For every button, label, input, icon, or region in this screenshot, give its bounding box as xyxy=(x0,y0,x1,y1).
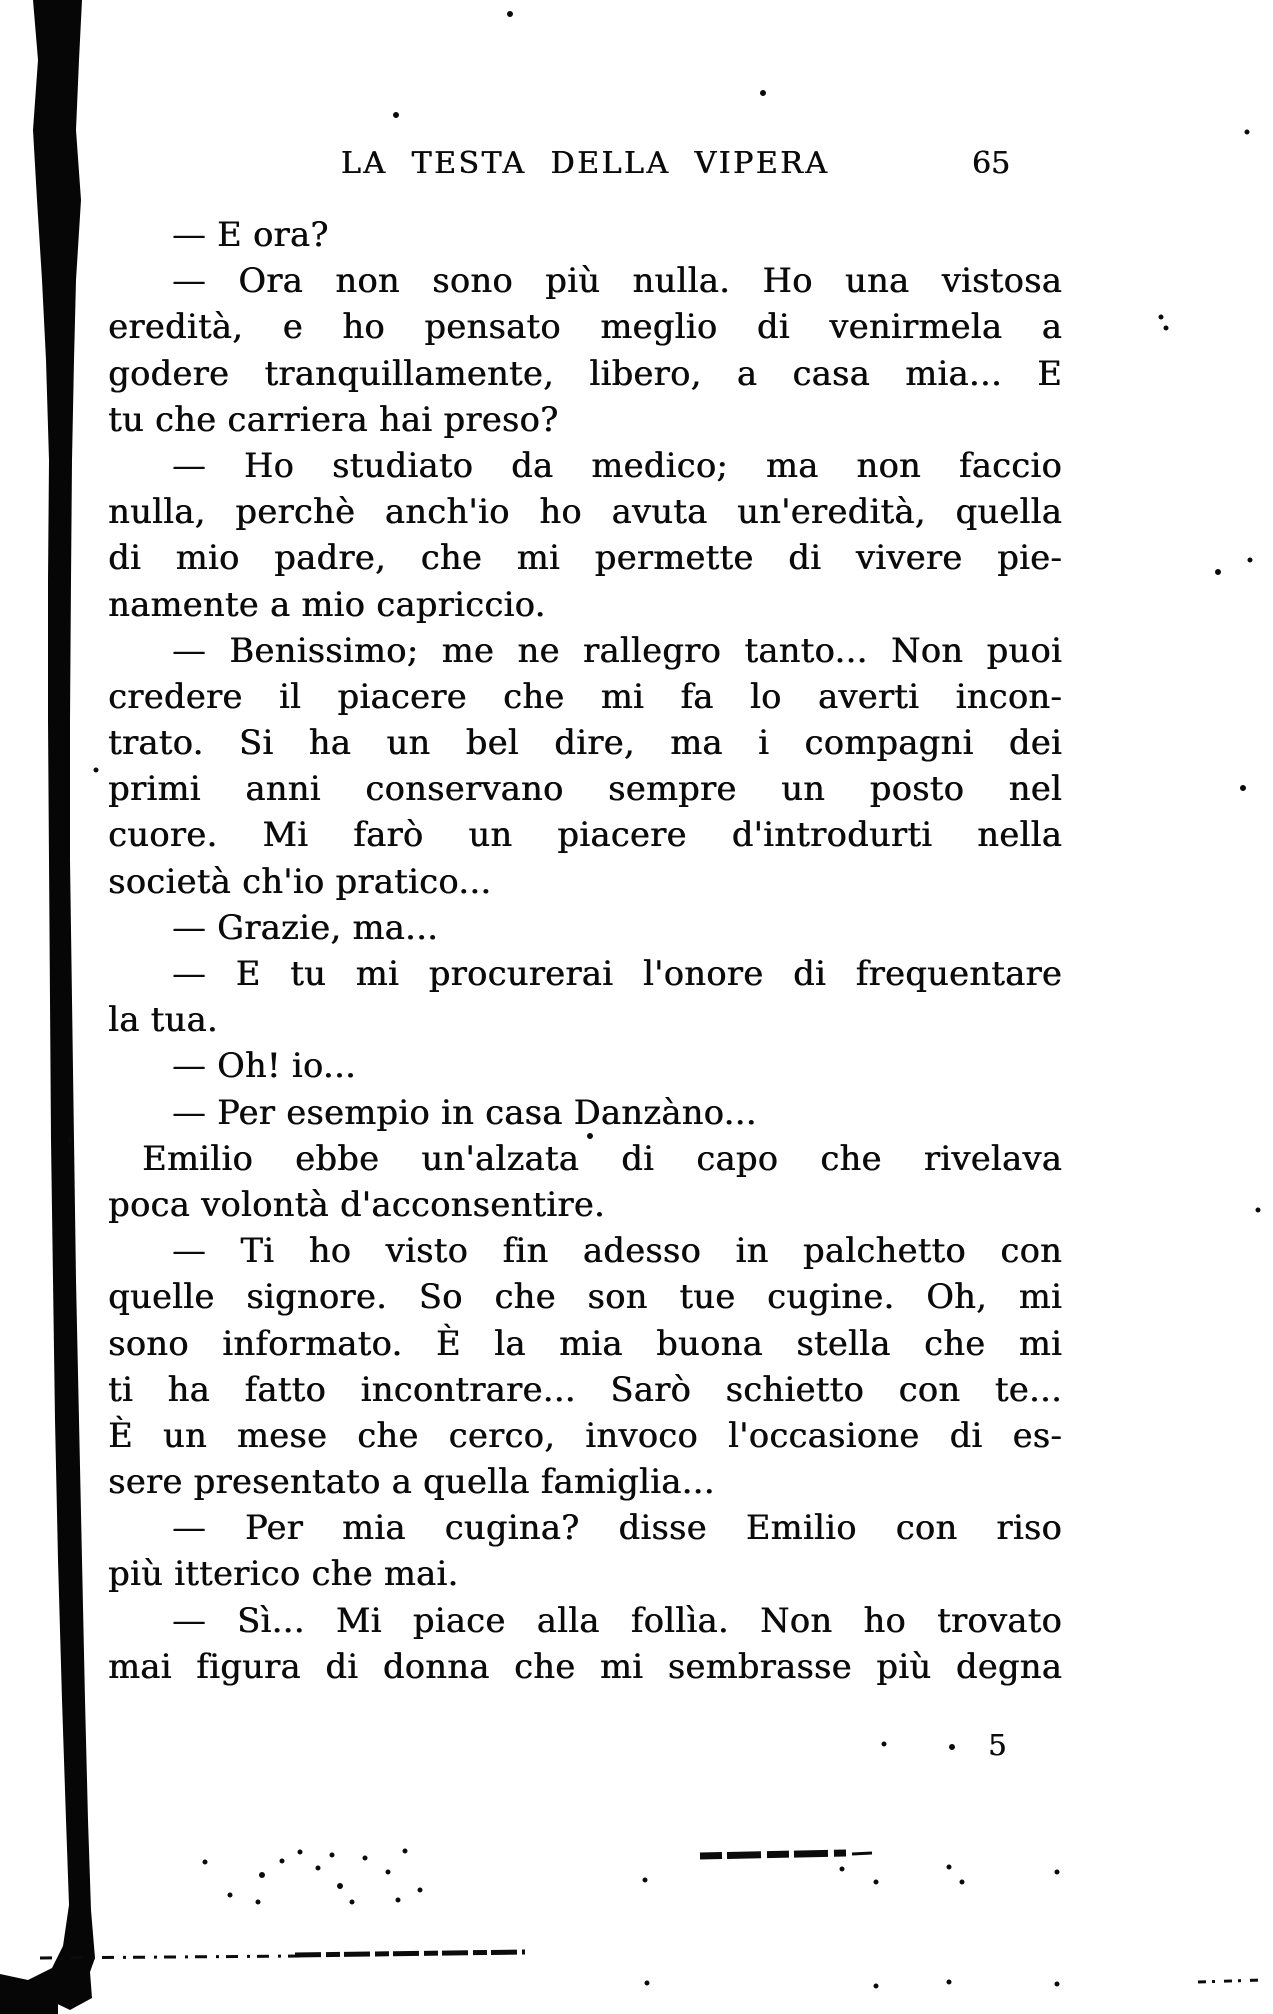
text-line: la tua. xyxy=(108,1000,218,1040)
text-line: — Grazie, ma... xyxy=(172,907,439,947)
text-line: di mio padre, che mi permette di vivere pie- xyxy=(108,538,1062,578)
page-header xyxy=(108,146,1062,190)
text-line: mai figura di donna che mi sembrasse più degna xyxy=(108,1646,1062,1686)
body-text xyxy=(108,212,1062,1690)
text-line: namente a mio capriccio. xyxy=(108,584,546,624)
text-line: sono informato. È la mia buona stella che mi xyxy=(108,1323,1062,1363)
text-line: più itterico che mai. xyxy=(108,1554,459,1594)
running-title: LA TESTA DELLA VIPERA xyxy=(340,146,830,181)
text-line: — Oh! io... xyxy=(172,1046,356,1086)
text-line: — Per esempio in casa Danzàno... xyxy=(172,1092,757,1132)
text-line: società ch'io pratico... xyxy=(108,861,492,901)
binding-shadow xyxy=(0,0,95,2014)
text-line: Emilio ebbe un'alzata di capo che rivelava xyxy=(142,1138,1062,1178)
text-line: credere il piacere che mi fa lo averti incon- xyxy=(108,676,1062,716)
text-line: — Ora non sono più nulla. Ho una vistosa xyxy=(172,261,1062,301)
signature-mark: 5 xyxy=(988,1728,1007,1762)
text-line: — Sì... Mi piace alla follìa. Non ho trovato xyxy=(172,1600,1062,1640)
text-line: primi anni conservano sempre un posto nel xyxy=(108,769,1062,809)
text-line: tu che carriera hai preso? xyxy=(108,399,559,439)
text-line: — Per mia cugina? disse Emilio con riso xyxy=(172,1508,1062,1548)
text-line: cuore. Mi farò un piacere d'introdurti nella xyxy=(108,815,1062,855)
text-line: trato. Si ha un bel dire, ma i compagni dei xyxy=(108,723,1062,763)
text-line: — Benissimo; me ne rallegro tanto... Non puoi xyxy=(172,630,1062,670)
text-line: ti ha fatto incontrare... Sarò schietto con te... xyxy=(108,1369,1062,1409)
text-line: È un mese che cerco, invoco l'occasione di es- xyxy=(108,1415,1062,1455)
text-line: quelle signore. So che son tue cugine. Oh, mi xyxy=(108,1277,1062,1317)
text-line: eredità, e ho pensato meglio di venirmela a xyxy=(108,307,1062,347)
page-number: 65 xyxy=(971,146,1010,181)
text-line: poca volontà d'acconsentire. xyxy=(108,1184,605,1224)
text-line: nulla, perchè anch'io ho avuta un'eredità, quella xyxy=(108,492,1062,532)
text-line: — Ho studiato da medico; ma non faccio xyxy=(172,445,1062,485)
text-line: — Ti ho visto fin adesso in palchetto con xyxy=(172,1231,1062,1271)
text-line: — E ora? xyxy=(172,215,329,254)
text-line: — E tu mi procurerai l'onore di frequentare xyxy=(172,954,1062,993)
text-line: sere presentato a quella famiglia... xyxy=(108,1462,715,1502)
text-line: godere tranquillamente, libero, a casa mia... E xyxy=(108,353,1062,393)
